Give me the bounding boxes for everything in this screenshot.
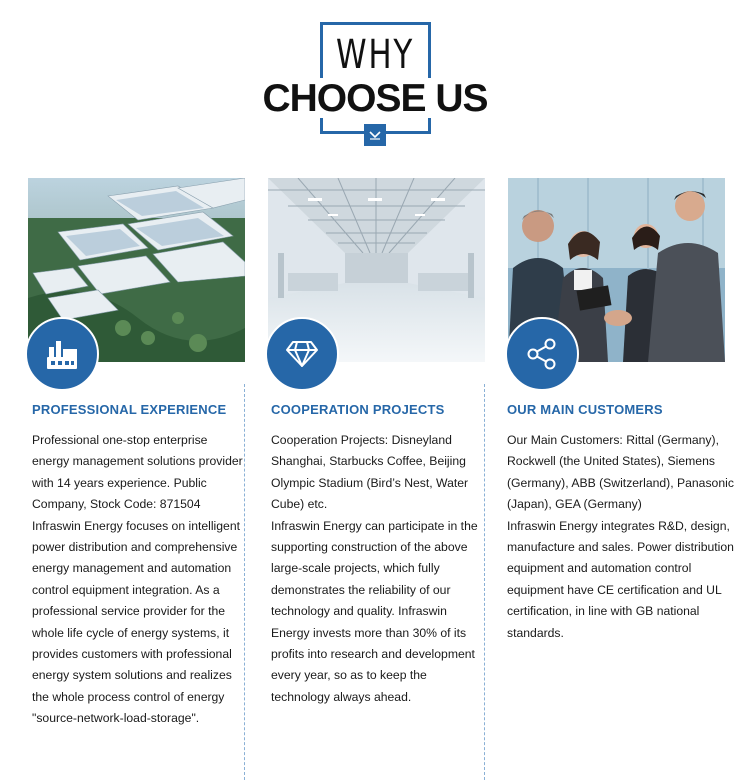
paragraph: Professional one-stop enterprise energy management solutions provider with 14 years experience. Public Company, Stock Code: 871504 — [32, 433, 243, 512]
diamond-icon — [285, 340, 319, 368]
chevron-down-icon — [364, 124, 386, 146]
paragraph: Infraswin Energy can participate in the supporting construction of the above large-scale projects, which fully demonstrates the reliability of our technology and quality. Infraswin Energy invests more than 30% of its profits into research and development every year, so as to keep the technology always ahead. — [271, 518, 478, 704]
diamond-icon-badge — [265, 317, 339, 391]
share-icon-badge — [505, 317, 579, 391]
section-title-projects: COOPERATION PROJECTS — [271, 402, 445, 417]
column-divider — [484, 384, 485, 780]
section-body-projects — [271, 430, 483, 708]
factory-icon — [43, 337, 81, 371]
factory-icon-badge — [25, 317, 99, 391]
section-title-experience: PROFESSIONAL EXPERIENCE — [32, 402, 227, 417]
paragraph: Cooperation Projects: Disneyland Shanghai, Starbucks Coffee, Beijing Olympic Stadium (Bird’s Nest, Water Cube) etc. — [271, 433, 469, 512]
paragraph: Infraswin Energy integrates R&D, design, manufacture and sales. Power distribution equipment and automation control equipment have CE certification and UL certification, in line with GB national standards. — [507, 518, 734, 640]
section-title-customers: OUR MAIN CUSTOMERS — [507, 402, 663, 417]
paragraph: Our Main Customers: Rittal (Germany), Rockwell (the United States), Siemens (Germany), ABB (Switzerland), Panasonic (Japan), GEA (Germany) — [507, 433, 734, 512]
section-body-customers — [507, 430, 747, 644]
header-why: WHY — [336, 32, 414, 78]
paragraph: Infraswin Energy focuses on intelligent power distribution and comprehensive energy management and automation control equipment integration. As a professional service provider for the whole life cycle of energy systems, it provides customers with professional energy system solutions and realizes the whole process control of energy "source-network-load-storage". — [32, 518, 240, 726]
share-icon — [525, 337, 559, 371]
section-body-experience — [32, 430, 246, 730]
header-choose-us: CHOOSE US — [262, 77, 488, 120]
